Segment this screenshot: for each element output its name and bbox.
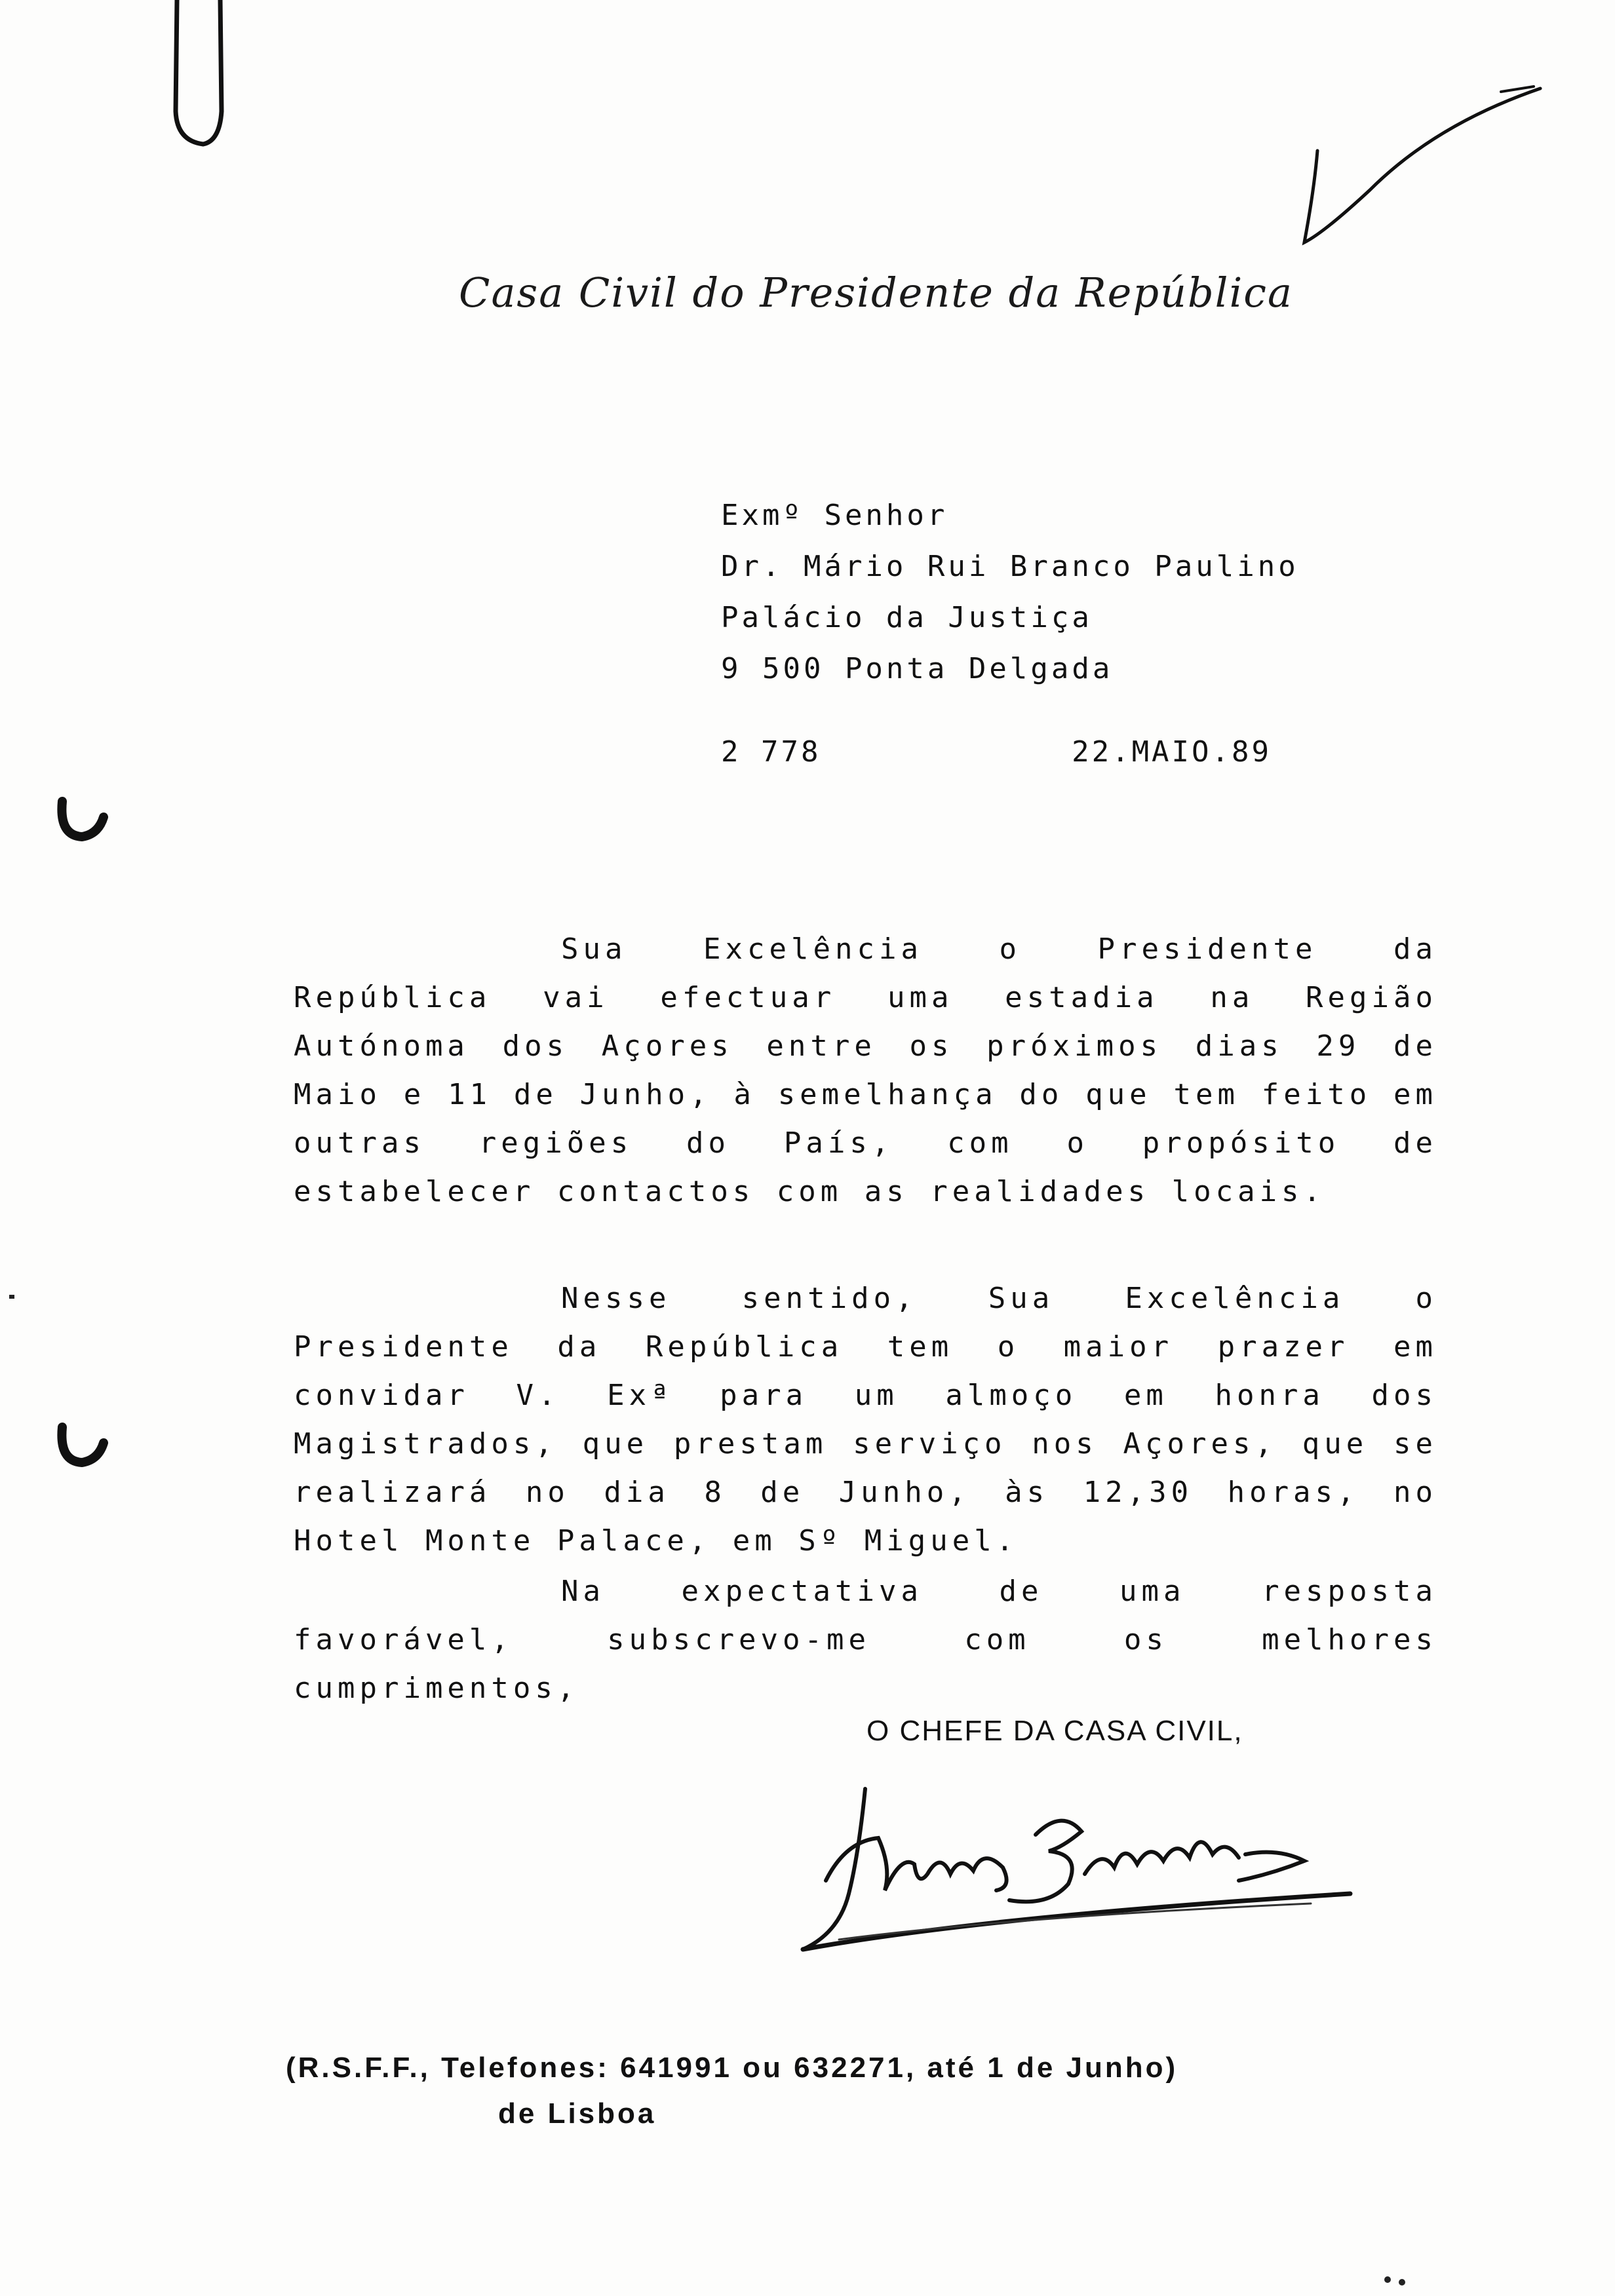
footer-note [286, 2045, 1178, 2137]
speck [1384, 2276, 1391, 2283]
letterhead: Casa Civil do Presidente da República [459, 269, 1293, 316]
punch-hole-mark-upper [52, 790, 111, 849]
address-salutation: Exmº Senhor [721, 499, 948, 532]
letter-date: 22.MAIO.89 [1072, 735, 1272, 769]
speck [1399, 2279, 1405, 2286]
footer-line-1: (R.S.F.F., Telefones: 641991 ou 632271, até 1 de Junho) [286, 2052, 1178, 2084]
checkmark-icon [1285, 79, 1547, 262]
address-city: 9 500 Ponta Delgada [721, 652, 1114, 685]
punch-hole-mark-lower [52, 1415, 111, 1474]
speck [9, 1295, 14, 1299]
body-paragraph-2: Nesse sentido, Sua Excelência o Presidente da República tem o maior prazer em convidar V. Exª para um almoço em honra dos Magistrados, que prestam serviço nos Açores, que se realizará no dia 8 de Junho, às 12,30 horas, no Hotel Monte Palace, em Sº Miguel. [294, 1282, 1437, 1558]
address-building: Palácio da Justiça [721, 601, 1093, 634]
body-paragraph-1: Sua Excelência o Presidente da República vai efectuar uma estadia na Região Autónoma dos Açores entre os próximos dias 29 de Maio e 11 de Junho, à semelhança do que tem feito em outras regiões do País, com o propósito de estabelecer contactos com as realidades locais. [294, 932, 1437, 1208]
top-left-handwritten-mark [157, 0, 236, 157]
footer-line-2: de Lisboa [498, 2097, 657, 2130]
address-name: Dr. Mário Rui Branco Paulino [721, 550, 1299, 583]
closing-title: O CHEFE DA CASA CIVIL, [866, 1715, 1243, 1747]
body-paragraph-3: Na expectativa de uma resposta favorável, subscrevo-me com os melhores cumprimentos, [294, 1575, 1437, 1705]
signature [787, 1776, 1363, 1959]
reference-number: 2 778 [721, 735, 821, 769]
recipient-address [721, 490, 1299, 695]
reference-line [721, 735, 1272, 769]
